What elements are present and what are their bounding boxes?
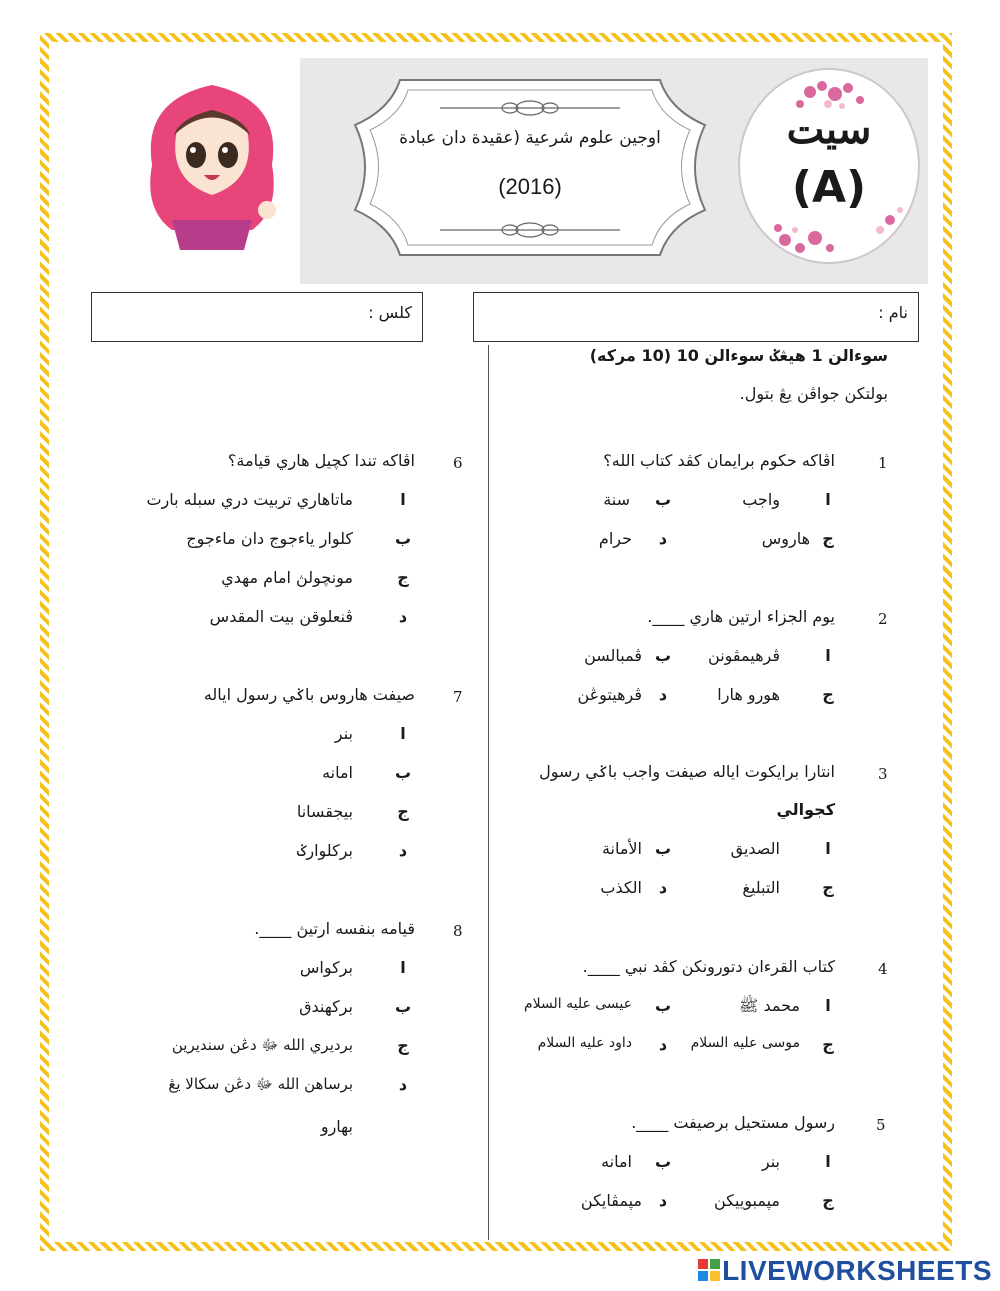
option-c[interactable]: هاروس [761,529,810,548]
question-text: يوم الجزاء ارتين هاري ____. [647,607,835,626]
option-b[interactable]: امانه [322,763,353,782]
option-letter: ج [397,568,409,587]
class-label: كلس : [368,303,412,322]
option-d[interactable]: ڤنعلوقن بيت المقدس [209,607,353,626]
question-number: 6 [453,454,463,472]
option-a[interactable]: محمد ﷺ [739,996,800,1015]
option-d[interactable]: داود عليه السلام [537,1035,632,1051]
question-number: 7 [453,688,463,706]
set-letter: (A) [791,162,867,213]
option-c[interactable]: مپمبوييكن [713,1191,780,1210]
option-letter: ج [822,878,834,897]
question-number: 2 [878,610,888,628]
option-letter: ا [400,958,406,977]
option-d[interactable]: حرام [598,529,632,548]
option-c[interactable]: هورو هارا [717,685,780,704]
question-number: 4 [878,960,888,978]
liveworksheets-brand[interactable]: LIVEWORKSHEETS [722,1255,992,1286]
option-c[interactable]: بيجقسانا [296,802,353,821]
option-letter: د [658,685,668,704]
class-field[interactable] [91,292,423,342]
option-letter: ج [822,1191,834,1210]
option-b[interactable]: الأمانة [601,839,642,858]
title-plaque [340,70,720,265]
set-word: سيت [786,106,872,153]
question-text: صيفت هاروس باݢي رسول اياله [203,685,415,704]
option-a[interactable]: بركواس [299,958,353,977]
girl-illustration-icon [132,70,292,255]
option-d[interactable]: مپمڤايكن [580,1191,642,1210]
option-letter: ج [822,529,834,548]
question-text: قيامه بنفسه ارتيڽ ____. [254,919,415,938]
question-number: 3 [878,765,888,783]
option-letter: د [658,878,668,897]
option-letter: ب [654,839,672,858]
option-letter: ا [825,1152,831,1171]
option-d[interactable]: الكذب [600,878,642,897]
option-letter: ب [654,996,672,1015]
option-d[interactable]: برساهن الله ﷻ دڠن سكالا يڠ [168,1075,353,1093]
option-a[interactable]: ماتاهاري تربيت دري سبله بارت [146,490,353,509]
option-letter: ا [825,646,831,665]
option-letter: د [398,841,408,860]
question-number: 5 [876,1116,886,1134]
option-letter: ج [822,1035,834,1054]
option-letter: ب [394,763,412,782]
option-letter: ا [400,490,406,509]
option-letter: د [658,1035,668,1054]
option-b[interactable]: عيسى عليه السلام [523,996,632,1012]
option-b[interactable]: سنة [603,490,630,509]
option-letter: د [398,1075,408,1094]
option-d[interactable]: بركلوارݢ [296,841,353,860]
option-letter: ب [654,1152,672,1171]
option-letter: ج [822,685,834,704]
option-letter: ا [825,839,831,858]
question-number: 1 [878,454,888,472]
question-text: اڤاكه تندا كچيل هاري قيامة؟ [227,451,415,470]
name-field[interactable] [473,292,919,342]
option-b[interactable]: امانه [601,1152,632,1171]
option-letter: ا [400,724,406,743]
question-text: رسول مستحيل برصيفت ____. [631,1113,835,1132]
option-letter: ج [397,802,409,821]
question-text-continued: كجوالي [776,800,835,819]
option-c[interactable]: مونچولڽ امام مهدي [221,568,353,587]
option-b[interactable]: كلوار ياءجوج دان ماءجوج [186,529,353,548]
option-b[interactable]: ڤمبالسن [584,646,642,665]
question-text: كتاب القرءان دتورونكن كڤد نبي ____. [582,957,835,976]
option-letter: ب [394,997,412,1016]
plaque-frame-icon [340,70,720,265]
option-letter: ج [397,1036,409,1055]
question-number: 8 [453,922,463,940]
question-text: انتارا برايكوت اياله صيفت واجب باݢي رسول [539,762,835,781]
option-c[interactable]: موسى عليه السلام [690,1035,800,1051]
option-b[interactable]: بركهندق [299,997,353,1016]
option-c[interactable]: برديري الله ﷻ دڠن سنديرين [171,1036,353,1054]
option-a[interactable]: الصديق [730,839,780,858]
option-letter: ا [825,490,831,509]
option-letter: د [658,1191,668,1210]
option-letter: د [398,607,408,626]
instruction-line-2: بولتكن جواڤن يڠ بتول. [739,384,888,403]
option-d[interactable]: ڤرهيتوڠن [577,685,642,704]
option-letter: ب [654,490,672,509]
exam-title: اوجين علوم شرعية (عقيدة دان عبادة [399,128,661,148]
option-letter: ب [654,646,672,665]
liveworksheets-logo-icon [698,1259,720,1281]
name-label: نام : [878,303,908,322]
option-a[interactable]: بنر [761,1152,780,1171]
option-letter: ب [394,529,412,548]
option-letter: ا [825,996,831,1015]
option-letter: د [658,529,668,548]
option-c[interactable]: التبليغ [742,878,780,897]
option-a[interactable]: ڤرهيمڤونن [708,646,780,665]
instruction-line-1: سوءالن 1 هيڠݢ سوءالن 10 (10 مركه) [589,346,888,365]
option-a[interactable]: بنر [334,724,353,743]
option-d-continued: بهارو [320,1117,353,1136]
column-divider [488,345,489,1240]
question-text: اڤاكه حكوم برايمان كڤد كتاب الله؟ [603,451,835,470]
option-a[interactable]: واجب [742,490,780,509]
set-badge [738,68,920,264]
exam-year: (2016) [498,174,562,199]
